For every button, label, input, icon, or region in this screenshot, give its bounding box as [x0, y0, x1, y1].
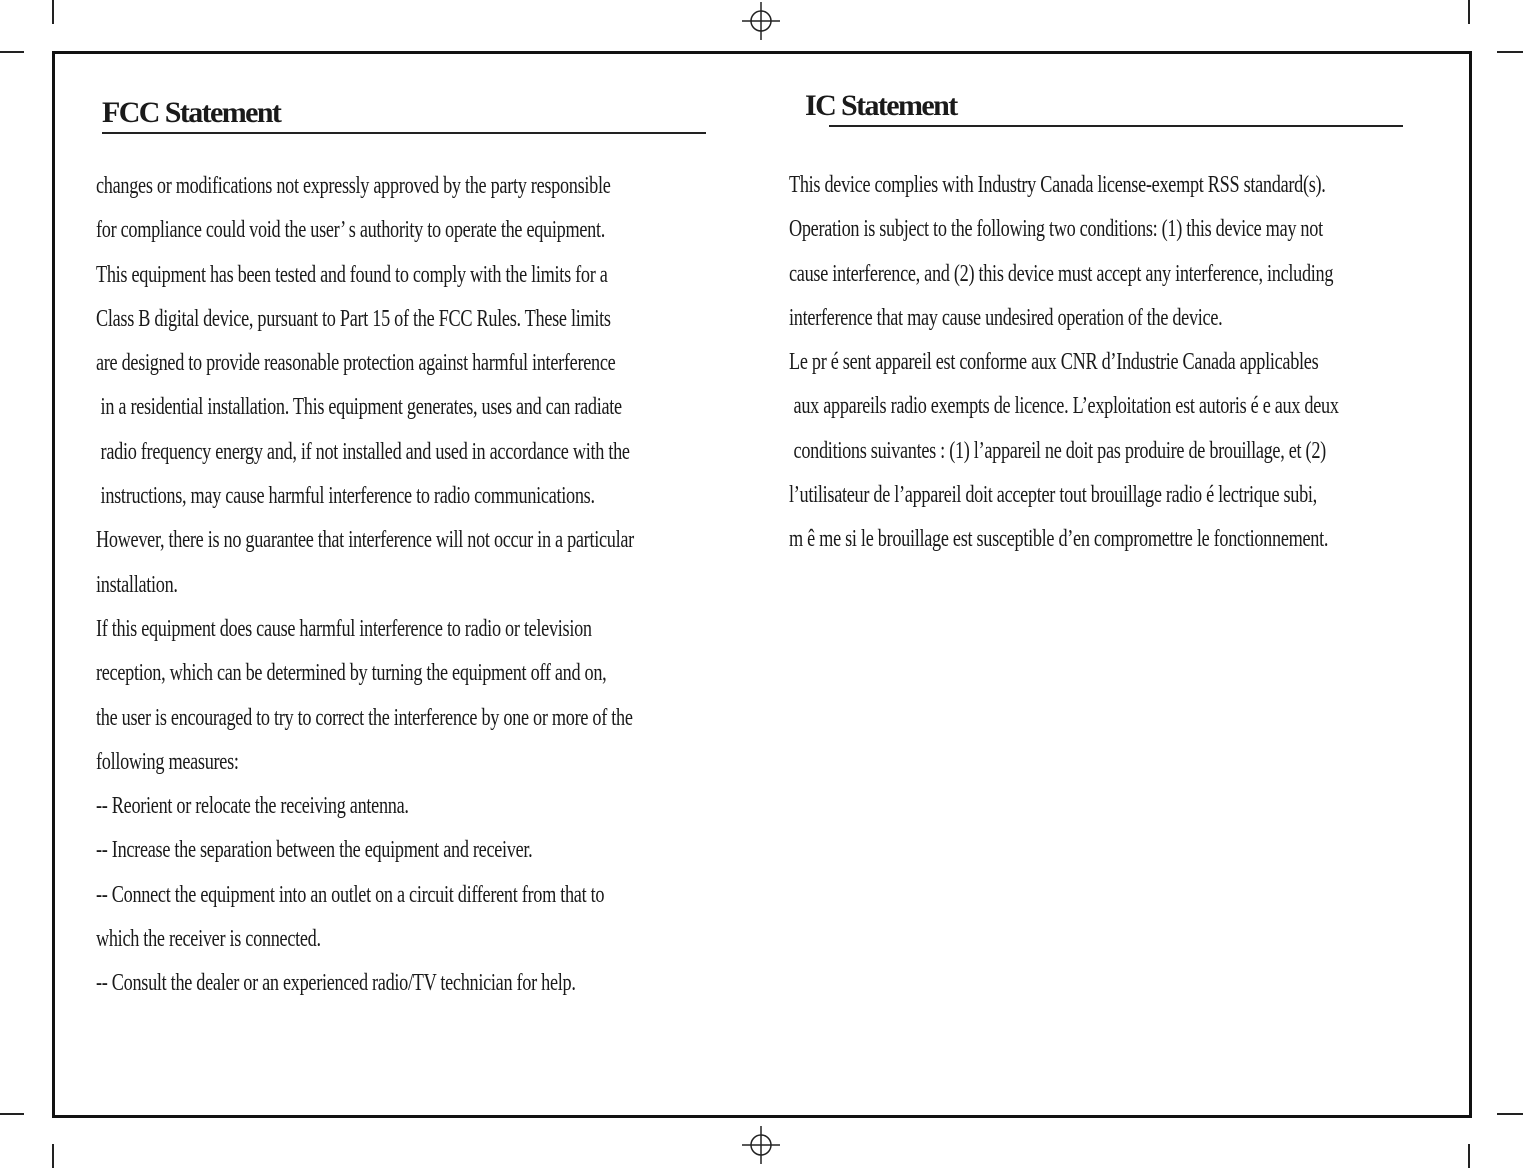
- registration-mark-bottom-icon: [742, 1126, 780, 1164]
- crop-mark-top-right-h: [1497, 51, 1523, 53]
- fcc-line: radio frequency energy and, if not installed and used in accordance with the: [100, 438, 630, 465]
- fcc-line: However, there is no guarantee that interference will not occur in a particular: [96, 527, 634, 554]
- fcc-body: [96, 164, 706, 1006]
- fcc-line: -- Reorient or relocate the receiving antenna.: [96, 793, 409, 820]
- ic-line: aux appareils radio exempts de licence. L’exploitation est autoris é e aux deux: [793, 393, 1339, 420]
- ic-line: This device complies with Industry Canada license-exempt RSS standard(s).: [789, 172, 1326, 198]
- ic-line: interference that may cause undesired operation of the device.: [789, 304, 1223, 331]
- ic-line: Le pr é sent appareil est conforme aux CNR d’Industrie Canada applicables: [789, 349, 1319, 376]
- fcc-line: installation.: [96, 571, 178, 598]
- ic-heading: IC Statement: [805, 89, 957, 122]
- ic-line: cause interference, and (2) this device must accept any interference, including: [789, 260, 1334, 287]
- crop-mark-top-right-v: [1468, 0, 1470, 24]
- ic-line: m ê me si le brouillage est susceptible d’en compromettre le fonctionnement.: [789, 526, 1329, 553]
- fcc-line: If this equipment does cause harmful interference to radio or television: [96, 615, 592, 642]
- fcc-line: -- Consult the dealer or an experienced radio/TV technician for help.: [96, 970, 576, 997]
- fcc-line: following measures:: [96, 748, 239, 775]
- ic-line: Operation is subject to the following two conditions: (1) this device may not: [789, 216, 1323, 243]
- fcc-line: This equipment has been tested and found to comply with the limits for a: [96, 261, 608, 288]
- fcc-line: for compliance could void the user’ s authority to operate the equipment.: [96, 217, 605, 244]
- fcc-line: Class B digital device, pursuant to Part 15 of the FCC Rules. These limits: [96, 305, 611, 332]
- fcc-line: -- Connect the equipment into an outlet on a circuit different from that to: [96, 881, 605, 908]
- ic-line: l’utilisateur de l’appareil doit accepter tout brouillage radio é lectrique subi,: [789, 482, 1317, 509]
- fcc-heading: FCC Statement: [102, 96, 281, 129]
- ic-section: [789, 89, 1403, 562]
- fcc-line: changes or modifications not expressly approved by the party responsible: [96, 173, 611, 199]
- crop-mark-top-left-v: [52, 0, 54, 24]
- ic-heading-rule: [829, 125, 1403, 127]
- fcc-line: instructions, may cause harmful interference to radio communications.: [100, 483, 595, 510]
- ic-line: conditions suivantes : (1) l’appareil ne doit pas produire de brouillage, et (2): [793, 437, 1326, 464]
- fcc-section: [96, 96, 706, 1006]
- fcc-heading-rule: [102, 132, 706, 134]
- fcc-line: -- Increase the separation between the equipment and receiver.: [96, 837, 533, 864]
- crop-mark-top-left-h: [0, 51, 24, 53]
- fcc-line: which the receiver is connected.: [96, 926, 321, 953]
- crop-mark-bottom-left-h: [0, 1113, 24, 1115]
- crop-mark-bottom-right-h: [1497, 1113, 1523, 1115]
- crop-mark-bottom-right-v: [1468, 1144, 1470, 1168]
- registration-mark-top-icon: [742, 2, 780, 40]
- fcc-line: are designed to provide reasonable protection against harmful interference: [96, 350, 616, 377]
- crop-mark-bottom-left-v: [52, 1144, 54, 1168]
- fcc-line: the user is encouraged to try to correct the interference by one or more of the: [96, 704, 633, 731]
- fcc-line: in a residential installation. This equipment generates, uses and can radiate: [100, 394, 622, 421]
- fcc-line: reception, which can be determined by turning the equipment off and on,: [96, 660, 607, 687]
- ic-body: [789, 163, 1403, 562]
